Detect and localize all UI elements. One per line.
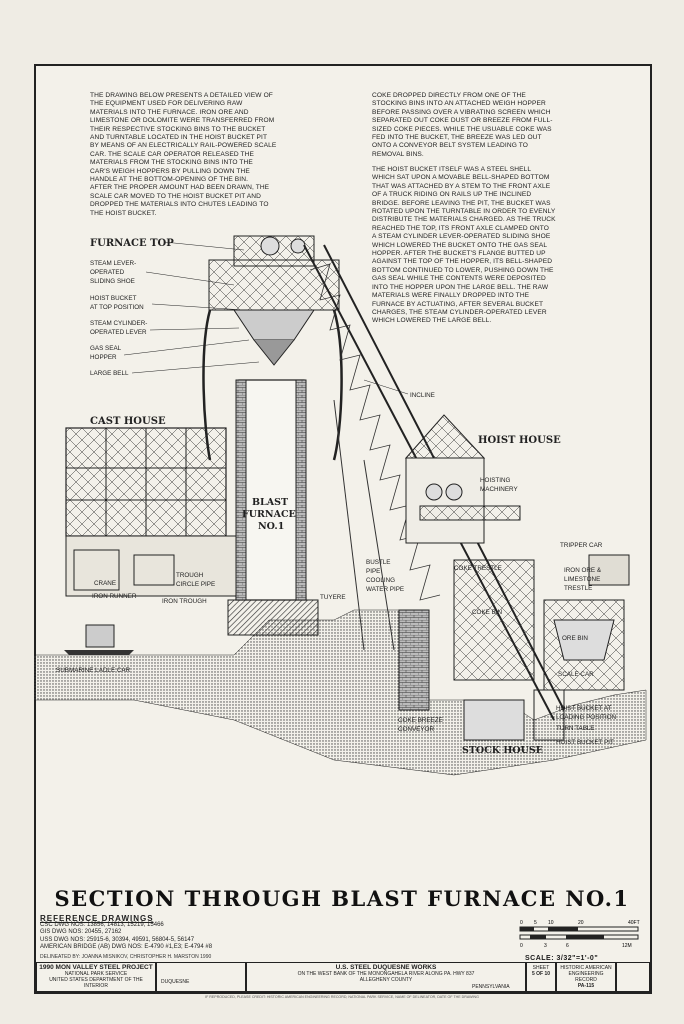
reference-drawings bbox=[40, 915, 212, 951]
cast-house bbox=[66, 428, 236, 596]
title-block-place bbox=[156, 962, 246, 992]
scale-m-tick: 0 bbox=[520, 943, 523, 949]
description-left: THE DRAWING BELOW PRESENTS A DETAILED VIEW OF THE EQUIPMENT USED FOR DELIVERING RAW MATERIALS INTO THE FURNACE. IRON ORE AND LIMESTONE OR DOLOMITE WERE TRANSFERRED FROM THEIR RESPECTIVE STOCKING BINS TO THE BUCKET AND TURNTABLE LOCATED IN THE HOIST BUCKET PIT BY MEANS OF AN ELECTRICALLY RAIL-POWERED SCALE CAR. THE SCALE CAR OPERATOR RELEASED THE MATERIALS FROM THE STOCKING BINS INTO THE CAR'S WEIGH HOPPERS BY PULLING DOWN THE HANDLE AT THE BOTTOM-OPENING OF THE BIN. AFTER THE PROPER AMOUNT HAD BEEN DRAWN, THE SCALE CAR MOVED TO THE HOIST BUCKET PIT AND DROPPED THE MATERIALS INTO CHUTES LEADING TO THE HOIST BUCKET. bbox=[90, 92, 277, 217]
label-submarine-ladle-car: SUBMARINE LADLE CAR bbox=[56, 667, 131, 674]
title-block-sheet bbox=[526, 962, 556, 992]
scale-ft-tick: 10 bbox=[548, 920, 554, 926]
reference-line: CSC DWG NOS: 13856, 14813, 15219, 15466 bbox=[40, 922, 164, 929]
label-bustle-4: WATER PIPE bbox=[366, 586, 405, 593]
label-blast-1: BLAST bbox=[252, 497, 289, 508]
title-block-stamp bbox=[616, 962, 650, 992]
title-block-haer bbox=[556, 962, 616, 992]
label-bustle-2: PIPE bbox=[366, 568, 381, 575]
scale-ft-tick: 40FT bbox=[628, 920, 640, 926]
scale-m-tick: 6 bbox=[566, 943, 569, 949]
label-gas-seal-1: GAS SEAL bbox=[90, 345, 122, 352]
title-block-project bbox=[36, 962, 156, 992]
scale-m-tick: 3 bbox=[544, 943, 547, 949]
label-steam-cylinder-1: STEAM CYLINDER- bbox=[90, 320, 148, 327]
department: UNITED STATES DEPARTMENT OF THE INTERIOR bbox=[49, 977, 143, 989]
reference-line: GIS DWG NOS: 20455, 27162 bbox=[40, 929, 122, 936]
sheet-number: 5 OF 10 bbox=[531, 971, 551, 977]
label-steam-cylinder-2: OPERATED LEVER bbox=[90, 329, 147, 336]
label-iron-ore-3: TRESTLE bbox=[564, 585, 593, 592]
delineator-credit: DELINEATED BY: JOANNA MISNIKOV, CHRISTOPHER H. MARSTON 1990 bbox=[40, 954, 212, 960]
label-stock-house: STOCK HOUSE bbox=[462, 745, 543, 756]
drawing-title: SECTION THROUGH BLAST FURNACE NO.1 bbox=[54, 886, 630, 911]
label-coke-breeze-2: CONVEYOR bbox=[398, 726, 435, 733]
place-name: DUQUESNE bbox=[161, 979, 190, 985]
label-steam-lever-1: STEAM LEVER- bbox=[90, 260, 137, 267]
label-hb-loading-1: HOIST BUCKET AT bbox=[556, 705, 612, 712]
county: ALLEGHENY COUNTY bbox=[359, 977, 413, 983]
label-hoist-bucket-top-1: HOIST BUCKET bbox=[90, 295, 137, 302]
works-location: ON THE WEST BANK OF THE MONONGAHELA RIVER ALONG PA. HWY 837 bbox=[297, 971, 475, 977]
scale-text: SCALE: 3/32"=1'-0" bbox=[525, 955, 599, 962]
scale-ft-tick: 0 bbox=[520, 920, 523, 926]
submarine-ladle-car bbox=[64, 625, 134, 655]
label-blast-3: NO.1 bbox=[258, 521, 285, 532]
haer-line-1: HISTORIC AMERICAN bbox=[560, 965, 612, 971]
project-name: 1990 MON VALLEY STEEL PROJECT bbox=[39, 964, 153, 971]
reference-line: USS DWG NOS: 25915-6, 30394, 49591, 56804-5, 56147 bbox=[40, 936, 195, 943]
label-steam-lever-3: SLIDING SHOE bbox=[90, 278, 135, 285]
label-iron-trough: IRON TROUGH bbox=[162, 598, 207, 605]
label-steam-lever-2: OPERATED bbox=[90, 269, 125, 276]
description-right-2: THE HOIST BUCKET ITSELF WAS A STEEL SHELL WHICH SAT UPON A MOVABLE BELL-SHAPED BOTTOM THAT WAS ATTACHED BY A STEM TO THE FRONT AXLE OF A TRUCK RIDING ON RAILS UP THE INCLINED BRIDGE. BEFORE LEAVING THE PIT, THE BUCKET WAS ROTATED UPON THE TURNTABLE IN ORDER TO EVENLY DISTRIBUTE THE MATERIALS CHARGED. AS THE TRUCK REACHED THE TOP, ITS FRONT AXLE CLAMPED ONTO A STEAM CYLINDER LEVER-OPERATED SLIDING SHOE WHICH LOWERED THE BUCKET ONTO THE GAS SEAL HOPPER. AFTER THE BUCKET'S FLANGE BUTTED UP AGAINST THE TOP OF THE HOPPER, ITS BELL-SHAPED BOTTOM CONTINUED TO LOWER, PUSHING DOWN THE GAS SEAL WHILE THE CONTENTS WERE DEPOSITED INTO THE HOPPER UPON THE LARGE BELL. THE RAW MATERIALS WERE FINALLY DROPPED INTO THE FURNACE BY ACTUATING, AFTER SEVERAL BUCKET CHARGES, THE STEAM CYLINDER-OPERATED LEVER WHICH LOWERED THE LARGE BELL. bbox=[372, 166, 556, 325]
label-trough-1: TROUGH bbox=[176, 572, 204, 579]
label-hoisting-1: HOISTING bbox=[480, 477, 511, 484]
label-gas-seal-2: HOPPER bbox=[90, 354, 117, 361]
label-coke-trestle: COKE TRESTLE bbox=[454, 565, 502, 572]
haer-line-2: ENGINEERING RECORD bbox=[568, 971, 604, 983]
description-right-1: COKE DROPPED DIRECTLY FROM ONE OF THE STOCKING BINS INTO AN ATTACHED WEIGH HOPPER BEFORE PASSING OVER A VIBRATING SCREEN WHICH SEPARATED OUT COKE DUST OR BREEZE FROM FULL- SIZED COKE PIECES. WHILE THE USUABLE COKE WAS FED INTO THE BUCKET, THE BREEZE WAS LED OUT ONTO A CONVEYOR BELT SYSTEM LEADING TO REMOVAL BINS. bbox=[372, 92, 553, 158]
label-coke-breeze-1: COKE BREEZE bbox=[398, 717, 443, 724]
agency: NATIONAL PARK SERVICE bbox=[64, 971, 128, 977]
label-iron-ore-1: IRON ORE & bbox=[564, 567, 602, 574]
label-hb-pit: HOIST BUCKET PIT bbox=[556, 739, 614, 746]
label-cast-house: CAST HOUSE bbox=[90, 416, 166, 427]
label-hb-loading-2: LOADING POSITION bbox=[556, 714, 617, 721]
reproduction-credit: IF REPRODUCED, PLEASE CREDIT: HISTORIC AMERICAN ENGINEERING RECORD, NATIONAL PARK SERVICE, NAME OF DELINEATOR, DATE OF THE DRAWING bbox=[205, 995, 479, 999]
label-tuyere: TUYERE bbox=[320, 594, 346, 601]
label-hoist-bucket-top-2: AT TOP POSITION bbox=[90, 304, 144, 311]
label-bustle-1: BUSTLE bbox=[366, 559, 391, 566]
label-iron-ore-2: LIMESTONE bbox=[564, 576, 601, 583]
label-hoisting-2: MACHINERY bbox=[480, 486, 518, 493]
label-blast-2: FURNACE bbox=[242, 509, 296, 520]
state-name: PENNSYLVANIA bbox=[472, 984, 510, 990]
label-turn-table: TURN TABLE bbox=[556, 725, 595, 732]
blast-furnace-section-drawing bbox=[34, 200, 650, 780]
reference-heading: REFERENCE DRAWINGS bbox=[40, 914, 154, 923]
label-large-bell: LARGE BELL bbox=[90, 370, 129, 377]
label-incline: INCLINE bbox=[410, 392, 435, 399]
haer-number: PA-115 bbox=[577, 983, 595, 989]
label-bustle-3: COOLING bbox=[366, 577, 396, 584]
label-iron-runner: IRON RUNNER bbox=[92, 593, 137, 600]
scale-ft-tick: 5 bbox=[534, 920, 537, 926]
scale-ft-tick: 20 bbox=[578, 920, 584, 926]
scale-bar bbox=[518, 918, 648, 954]
label-ore-bin: ORE BIN bbox=[562, 635, 588, 642]
label-trough-2: CIRCLE PIPE bbox=[176, 581, 216, 588]
label-furnace-top: FURNACE TOP bbox=[90, 238, 174, 249]
label-tripper-car: TRIPPER CAR bbox=[560, 542, 603, 549]
scale-m-tick: 12M bbox=[622, 943, 632, 949]
sheet-label: SHEET bbox=[532, 965, 550, 971]
label-scale-car: SCALE CAR bbox=[558, 671, 594, 678]
label-hoist-house: HOIST HOUSE bbox=[478, 435, 561, 446]
reference-line: AMERICAN BRIDGE (AB) DWG NOS: E-4790 #1,E3; E-4794 #8 bbox=[40, 943, 213, 950]
works-name: U.S. STEEL DUQUESNE WORKS bbox=[335, 964, 437, 971]
label-crane: CRANE bbox=[94, 580, 117, 587]
label-coke-bin: COKE BIN bbox=[472, 609, 503, 616]
